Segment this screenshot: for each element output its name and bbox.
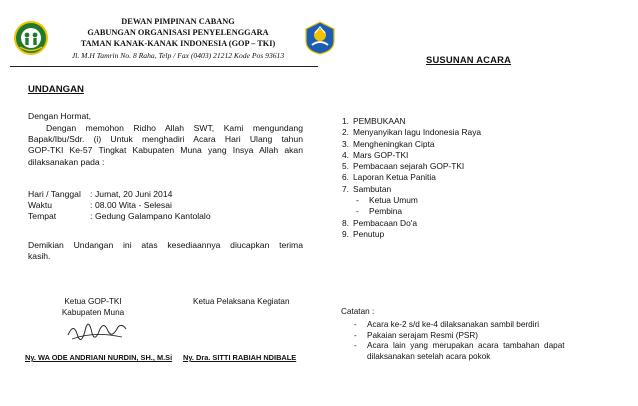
agenda-num: 5. bbox=[342, 161, 349, 172]
note-text: Acara lain yang merupakan acara tambahan dapat bbox=[367, 341, 565, 350]
detail-label: Waktu bbox=[28, 200, 53, 211]
agenda-item bbox=[342, 139, 481, 150]
agenda-num: 2. bbox=[342, 127, 349, 138]
agenda-text: Laporan Ketua Panitia bbox=[353, 172, 436, 183]
agenda-num: 4. bbox=[342, 149, 349, 160]
agenda-item bbox=[342, 127, 481, 138]
signer-right-name: Ny. Dra. SITTI RABIAH NDIBALE bbox=[183, 353, 297, 362]
agenda-text: Pembacaan sejarah GOP-TKI bbox=[353, 161, 465, 172]
gop-tki-logo bbox=[14, 21, 48, 55]
event-details bbox=[28, 189, 211, 223]
agenda-dash: - bbox=[356, 206, 359, 217]
agenda-subitem bbox=[342, 195, 481, 206]
salutation: Dengan Hormat, bbox=[28, 111, 92, 121]
agenda-item bbox=[342, 229, 481, 240]
agenda-item bbox=[342, 161, 481, 172]
note-text: Pakaian serajam Resmi (PSR) bbox=[367, 330, 479, 340]
agenda-num: 8. bbox=[342, 217, 349, 228]
closing bbox=[28, 240, 303, 262]
closing-line: Demikian Undangan ini atas kesediaannya diucapkan terima bbox=[28, 240, 303, 250]
agenda-num: 7. bbox=[342, 183, 349, 194]
signer-right-title: Ketua Pelaksana Kegiatan bbox=[193, 297, 290, 306]
note-dash bbox=[354, 352, 367, 363]
letterhead-divider bbox=[10, 66, 318, 67]
notes-list bbox=[354, 320, 620, 362]
body-line: dilaksanakan pada : bbox=[28, 156, 105, 167]
agenda-text: Sambutan bbox=[353, 183, 392, 194]
note-item bbox=[354, 331, 620, 342]
note-dash: - bbox=[354, 341, 357, 350]
agenda-text: Pembina bbox=[369, 206, 403, 217]
note-item bbox=[354, 320, 620, 331]
note-text: Acara ke-2 s/d ke-4 dilaksanakan sambil berdiri bbox=[367, 320, 540, 329]
letterhead-line3: TAMAN KANAK-KANAK INDONESIA (GOP – TKI) bbox=[80, 39, 276, 48]
agenda-num: 3. bbox=[342, 138, 349, 149]
agenda-num: 6. bbox=[342, 172, 349, 183]
note-dash: - bbox=[354, 330, 357, 340]
detail-row-date bbox=[28, 189, 211, 200]
agenda-text: Menyanyikan lagu Indonesia Raya bbox=[353, 127, 482, 138]
detail-value: Gedung Galampano Kantolalo bbox=[95, 211, 211, 222]
agenda-subitem bbox=[342, 206, 481, 217]
detail-label: Hari / Tanggal bbox=[28, 189, 81, 199]
note-item bbox=[354, 341, 620, 352]
letterhead-line2: GABUNGAN ORGANISASI PENYELENGGARA bbox=[87, 28, 269, 37]
body-line: Bapak/Ibu/Sdr. (i) Untuk menghadiri Acara Hari Ulang tahun bbox=[28, 134, 303, 145]
agenda-text: Penutup bbox=[353, 228, 385, 239]
agenda-text: Mengheningkan Cipta bbox=[353, 138, 435, 149]
agenda-text: Ketua Umum bbox=[369, 195, 418, 206]
agenda-dash: - bbox=[356, 195, 359, 206]
signer-left-block bbox=[40, 297, 146, 318]
detail-row-place bbox=[28, 211, 211, 222]
agenda-heading: SUSUNAN ACARA bbox=[426, 54, 512, 65]
note-text: dilaksanakan setelah acara pokok bbox=[367, 351, 491, 361]
notes-label: Catatan : bbox=[341, 307, 375, 316]
signature-scribble bbox=[64, 317, 130, 352]
closing-line: kasih. bbox=[28, 251, 51, 262]
signer-left-name: Ny. WA ODE ANDRIANI NURDIN, SH., M.Si bbox=[25, 353, 173, 362]
agenda-num: 1. bbox=[342, 116, 349, 126]
letterhead-line1: DEWAN PIMPINAN CABANG bbox=[121, 17, 235, 26]
detail-label: Tempat bbox=[28, 211, 57, 222]
agenda-item bbox=[342, 218, 481, 229]
detail-sep: : bbox=[90, 211, 93, 222]
note-item bbox=[354, 352, 620, 363]
agenda-item bbox=[342, 116, 481, 127]
agenda-text: Pembacaan Do'a bbox=[353, 217, 417, 228]
body-line: Dengan memohon Ridho Allah SWT, Kami mengundang bbox=[46, 123, 303, 133]
letterhead-address: Jl. M.H Tamrin No. 8 Raha, Telp / Fax (0403) 21212 Kode Pos 93613 bbox=[71, 51, 285, 60]
agenda-text: Mars GOP-TKI bbox=[353, 149, 409, 160]
signer-left-title: Ketua GOP-TKI bbox=[64, 297, 122, 306]
agenda-item bbox=[342, 150, 481, 161]
detail-row-time bbox=[28, 200, 211, 211]
signer-left-subtitle: Kabupaten Muna bbox=[61, 307, 125, 317]
letterhead bbox=[10, 12, 318, 64]
detail-sep: : bbox=[90, 189, 93, 199]
detail-value: 08.00 Wita - Selesai bbox=[95, 200, 172, 211]
agenda-item bbox=[342, 172, 481, 183]
agenda-num: 9. bbox=[342, 228, 349, 239]
invitation-heading: UNDANGAN bbox=[28, 84, 84, 95]
detail-sep: : bbox=[90, 200, 93, 211]
agenda-item bbox=[342, 184, 481, 195]
agenda-list bbox=[342, 116, 481, 240]
body-line: GOP-TKI Ke-57 Tingkat Kabupaten Muna yang Insya Allah akan bbox=[28, 145, 303, 156]
agenda-text: PEMBUKAAN bbox=[353, 116, 406, 126]
tut-wuri-handayani-logo bbox=[303, 21, 337, 55]
invitation-body bbox=[28, 123, 303, 168]
note-dash: - bbox=[354, 320, 357, 329]
detail-value: Jumat, 20 Juni 2014 bbox=[95, 189, 173, 199]
